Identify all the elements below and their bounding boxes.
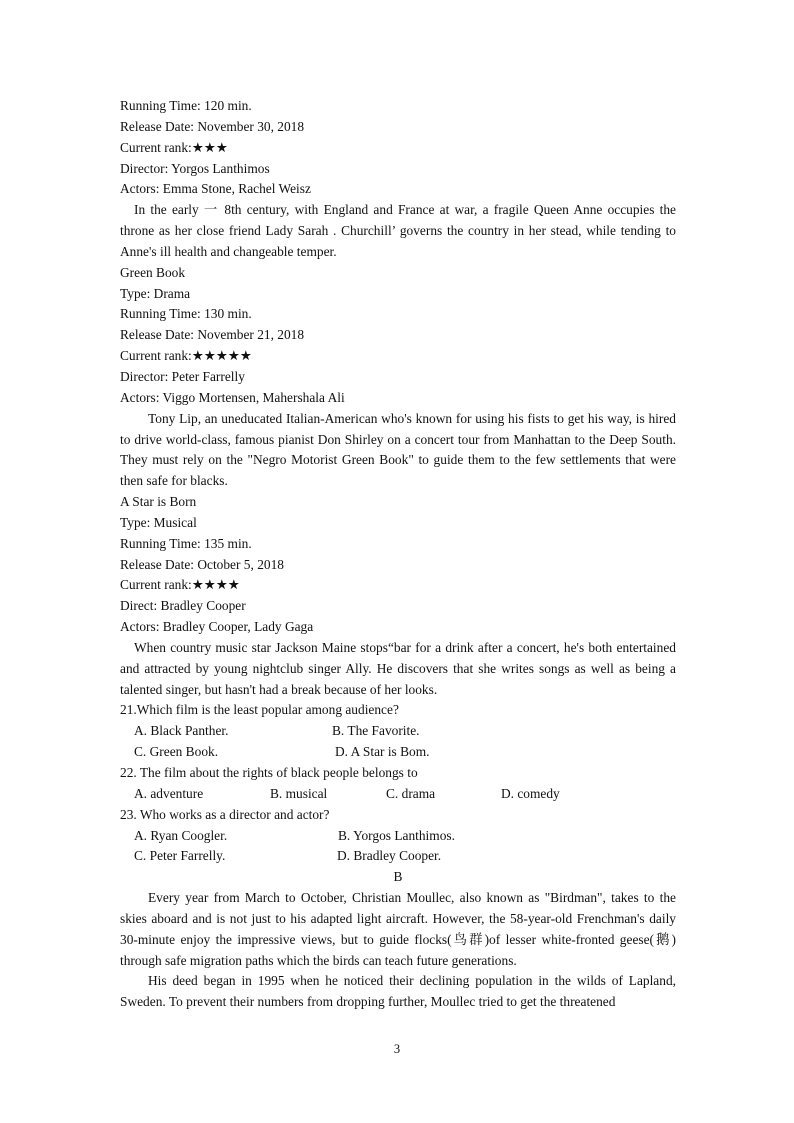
film-running-time: Running Time: 120 min. bbox=[120, 98, 252, 113]
film-running-time: Running Time: 130 min. bbox=[120, 306, 252, 322]
film-release-date: Release Date: November 21, 2018 bbox=[120, 327, 305, 343]
question-option: B. Yorgos Lanthimos. bbox=[338, 827, 455, 843]
question-options-row bbox=[120, 721, 676, 742]
question-option: C. drama bbox=[386, 785, 436, 801]
film-director: Director: Yorgos Lanthimos bbox=[120, 160, 270, 176]
section-label: B bbox=[393, 869, 403, 885]
passage-paragraph: Every year from March to October, Christian Moullec, also known as "Birdman", takes to the skies aboard and is not just to his adapted light aircraft. However, the 58-year-old Frenchman's daily 30-minute enjoy the impressive views, but to guide flocks(鸟群)of lesser white-fronted geese(鹅) through safe migration paths which the birds can teach future generations. bbox=[120, 890, 676, 968]
film-title: Green Book bbox=[120, 264, 186, 280]
film-title: A Star is Born bbox=[120, 494, 197, 510]
question-option: D. comedy bbox=[501, 785, 560, 801]
question-options-row bbox=[120, 846, 676, 867]
film-release-date: Release Date: October 5, 2018 bbox=[120, 556, 284, 572]
question-options-row bbox=[120, 742, 676, 763]
question-option: A. adventure bbox=[134, 785, 204, 801]
question-option: B. The Favorite. bbox=[332, 723, 420, 739]
film-synopsis: In the early 一 8th century, with England and France at war, a fragile Queen Anne occupies the throne as her close friend Lady Sarah . Churchill’ governs the country in her stead, while tending to Anne's ill health and changeable temper. bbox=[120, 202, 676, 259]
question-option: A. Black Panther. bbox=[134, 723, 229, 739]
film-rank: Current rank:★★★ bbox=[120, 139, 228, 155]
question-options-row bbox=[120, 784, 676, 805]
film-synopsis: When country music star Jackson Maine stops“bar for a drink after a concert, he's both entertained and attracted by young nightclub singer Ally. He discovers that she writes songs as well as being a talented singer, but hasn't had a break because of her looks. bbox=[120, 639, 676, 697]
film-actors: Actors: Bradley Cooper, Lady Gaga bbox=[120, 619, 314, 635]
page-number: 3 bbox=[393, 1042, 401, 1056]
film-director: Direct: Bradley Cooper bbox=[120, 598, 246, 614]
film-actors: Actors: Viggo Mortensen, Mahershala Ali bbox=[120, 389, 345, 405]
question-option: C. Peter Farrelly. bbox=[134, 848, 226, 864]
question-stem: 23. Who works as a director and actor? bbox=[120, 806, 330, 822]
film-type: Type: Musical bbox=[120, 514, 197, 530]
document-page bbox=[120, 96, 676, 1013]
film-rank: Current rank:★★★★ bbox=[120, 577, 240, 593]
question-option: C. Green Book. bbox=[134, 744, 219, 760]
question-stem: 22. The film about the rights of black people belongs to bbox=[120, 765, 418, 780]
question-options-row bbox=[120, 826, 676, 847]
question-option: D. Bradley Cooper. bbox=[337, 848, 442, 864]
question-option: D. A Star is Bom. bbox=[335, 744, 430, 760]
film-running-time: Running Time: 135 min. bbox=[120, 535, 252, 551]
question-option: B. musical bbox=[270, 785, 328, 801]
film-rank: Current rank:★★★★★ bbox=[120, 348, 252, 364]
film-director: Director: Peter Farrelly bbox=[120, 368, 245, 384]
question-option: A. Ryan Coogler. bbox=[134, 827, 228, 843]
film-type: Type: Drama bbox=[120, 285, 191, 301]
question-stem: 21.Which film is the least popular among audience? bbox=[120, 702, 399, 718]
film-release-date: Release Date: November 30, 2018 bbox=[120, 118, 305, 134]
film-synopsis: Tony Lip, an uneducated Italian-American who's known for using his fists to get his way, is hired to drive world-class, famous pianist Don Shirley on a concert tour from Manhattan to the Deep South. They must rely on the "Negro Motorist Green Book" to guide them to the few settlements that were then safe for blacks. bbox=[120, 410, 676, 489]
passage-paragraph: His deed began in 1995 when he noticed their declining population in the wilds of Lapland, Sweden. To prevent their numbers from dropping further, Moullec tried to get the threatened bbox=[120, 973, 676, 1010]
film-actors: Actors: Emma Stone, Rachel Weisz bbox=[120, 181, 311, 197]
